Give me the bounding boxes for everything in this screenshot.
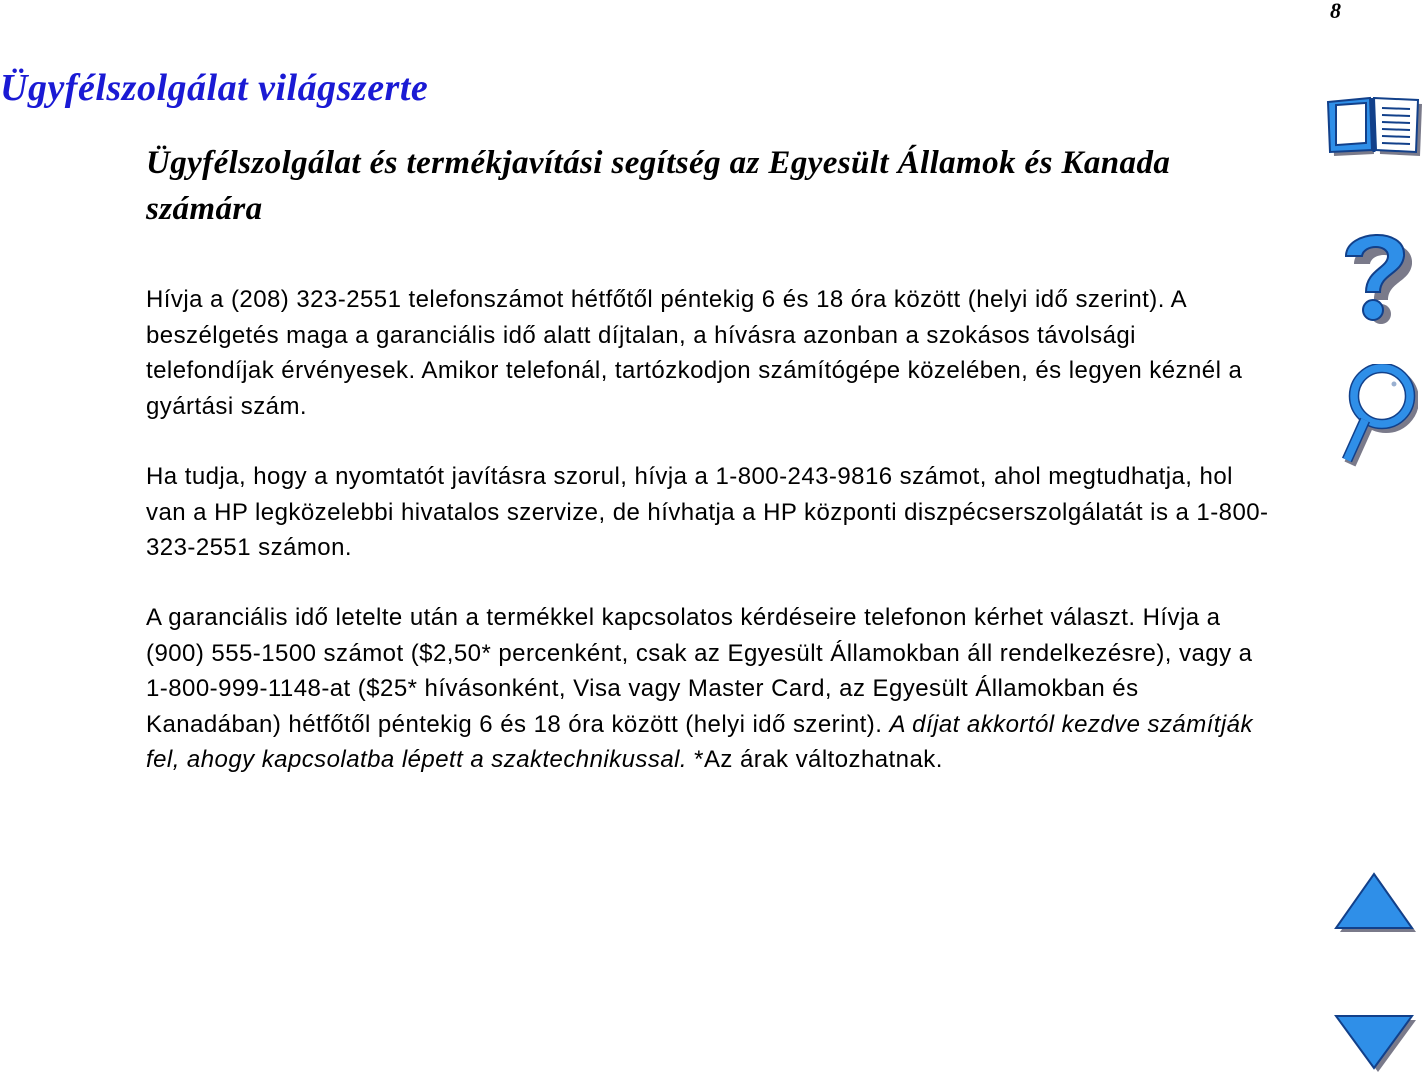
next-page-arrow-down-icon[interactable]: [1334, 1012, 1418, 1072]
contents-book-icon[interactable]: [1322, 94, 1425, 160]
post-warranty-text: A garanciális idő letelte után a termékkel kapcsolatos kérdéseire telefonon kérhet választ. Hívja a (900) 555-1500 számot ($2,50* percenként, csak az Egyesült Államokban áll rendelkezésre), vagy a 1-800-999-1148-at ($25* hívásonként, Visa vagy Master Card, az Egyesült Államokban és Kanadában) hétfőtől péntekig 6 és 18 óra között (helyi idő szerint).: [146, 604, 1253, 738]
section-heading: Ügyfélszolgálat és termékjavítási segítség az Egyesült Államok és Kanada számára: [146, 145, 1171, 227]
paragraph-repair-service: Ha tudja, hogy a nyomtatót javításra szorul, hívja a 1-800-243-9816 számot, ahol megtudhatja, hol van a HP legközelebbi hivatalos szervize, de hívhatja a HP központi diszpécserszolgálatát is a 1-800-323-2551 számon.: [146, 463, 1269, 561]
price-change-note: *Az árak változhatnak.: [687, 746, 943, 773]
previous-page-arrow-up-icon[interactable]: [1334, 872, 1418, 934]
paragraph-us-canada-support: Hívja a (208) 323-2551 telefonszámot hétfőtől péntekig 6 és 18 óra között (helyi idő szerint). A beszélgetés maga a garanciális idő alatt díjtalan, a hívásra azonban a szokásos távolsági telefondíjak érvényesek. Amikor telefonál, tartózkodjon számítógépe közelében, és legyen kéznél a gyártási szám.: [146, 286, 1243, 420]
page-title: Ügyfélszolgálat világszerte: [0, 67, 429, 109]
page-number: 8: [1330, 0, 1341, 23]
help-question-mark-icon[interactable]: [1340, 226, 1412, 330]
paragraph-post-warranty: [146, 600, 1271, 778]
post-warranty-fee-note: A díjat akkortól kezdve számítják fel, ahogy kapcsolatba lépett a szaktechnikussal.: [146, 710, 1253, 773]
search-magnifier-icon[interactable]: [1338, 364, 1418, 468]
